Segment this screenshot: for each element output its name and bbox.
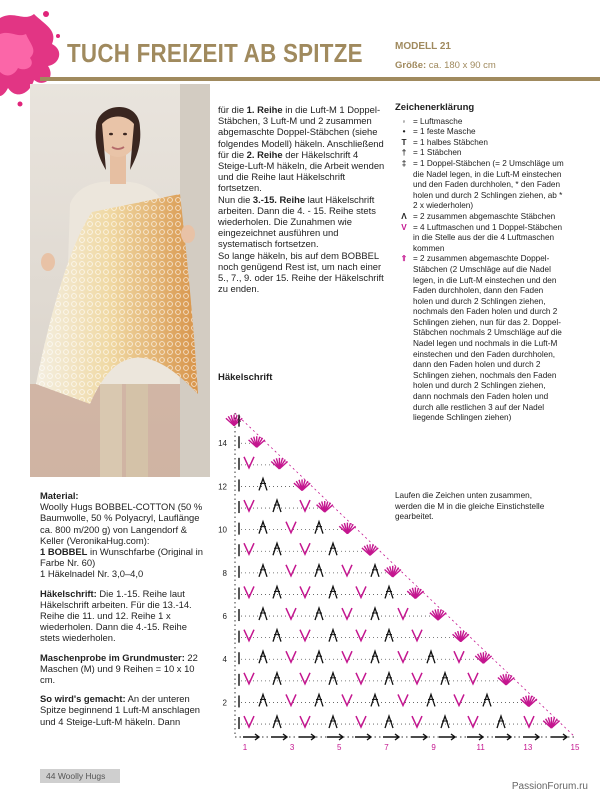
row-label: 10 <box>218 525 227 535</box>
heading: So wird's gemacht: <box>40 693 126 705</box>
dc-cluster-mark <box>315 522 323 534</box>
model-number: MODELL 21 <box>395 41 451 52</box>
stitch-label: 15 <box>570 743 580 752</box>
tr2tog-icon: ⇑ <box>400 254 408 264</box>
dc-cluster-mark <box>371 608 379 620</box>
v-stitch-mark <box>342 608 352 619</box>
v-stitch-mark <box>244 673 254 684</box>
v-stitch-mark <box>244 586 254 597</box>
row-direction-arrow <box>495 734 511 740</box>
dc-cluster-mark <box>273 586 281 598</box>
stitch-label: 3 <box>289 743 295 752</box>
v-stitch-mark <box>300 630 310 641</box>
dc2tog-icon: Λ <box>401 211 407 221</box>
dc-cluster-mark <box>483 694 491 706</box>
v-stitch-mark <box>244 457 254 468</box>
dc-cluster-mark <box>427 694 435 706</box>
v-stitch-mark <box>342 694 352 705</box>
double-crochet-icon: † <box>401 148 407 158</box>
row-direction-arrow <box>355 734 371 740</box>
text-run: in die Luft-M 1 Doppel-Stäbchen, 3 Luft-M und 2 zusammen abgemaschte Doppel-Stäbchen (siehe folgendes Modell) häkeln. Anschließend für die <box>218 104 384 160</box>
legend-item-text: = 1 feste Masche <box>413 127 476 137</box>
row-label: 14 <box>218 439 227 449</box>
legend-item <box>395 223 565 255</box>
dc-cluster-mark <box>371 694 379 706</box>
row-label: 4 <box>222 655 227 665</box>
stitch-label: 9 <box>431 743 436 752</box>
legend-item <box>395 159 565 212</box>
dc-cluster-mark <box>259 694 267 706</box>
stitch-label: 5 <box>337 743 342 752</box>
dc-cluster-mark <box>329 586 337 598</box>
dc-cluster-mark <box>385 673 393 685</box>
text-run: Nun die <box>218 193 253 205</box>
legend-item-text: = 4 Luftmaschen und 1 Doppel-Stäbchen in die Stelle aus der die 4 Luftmaschen kommen <box>413 222 563 253</box>
v-stitch-mark <box>454 694 464 705</box>
dc-cluster-mark <box>273 716 281 728</box>
legend-item-text: = 2 zusammen abgemaschte Doppel-Stäbchen (2 Umschläge auf die Nadel legen, in die Luft-M einstechen und den Faden durchholen, dann den Faden holen und durch 2 Schlingen ziehen, nochmals den Faden holen und durch 2 Schlingen ziehen, nun für das 2. Doppel-Stäbchen nochmals 2 Umschläge auf die Nadel legen und nochmals in die Luft-M einstechen und den Faden durchholen, dann den Faden holen und durch 2 Schlingen ziehen, nochmals den Faden holen und durch 2 Schlingen ziehen, dann nochmals den Faden holen und durch alle restlichen 3 auf der Nadel liegende Schlingen ziehen) <box>413 254 562 423</box>
treble-crochet-icon: ‡ <box>401 158 407 168</box>
v-stitch-mark <box>398 651 408 662</box>
chart-title: Häkelschrift <box>218 372 273 383</box>
text-run: für die <box>218 104 247 115</box>
v-stitch-mark <box>300 543 310 554</box>
dc-cluster-mark <box>315 694 323 706</box>
v-stitch-mark <box>300 586 310 597</box>
legend-item <box>395 148 565 159</box>
heading: Häkelschrift: <box>40 587 97 599</box>
v-stitch-mark <box>286 694 296 705</box>
intro-paragraph-1 <box>218 104 385 194</box>
v-stitch-mark <box>356 630 366 641</box>
howto-paragraph <box>40 693 206 727</box>
page-title: TUCH FREIZEIT AB SPITZE <box>67 38 363 68</box>
size-label: Größe: <box>395 60 427 71</box>
v-stitch-mark <box>398 608 408 619</box>
legend-item-text: = 1 Stäbchen <box>413 148 462 158</box>
text-run: An der unteren Spitze beginnend 1 Luft-M anschlagen und 4 Steige-Luft-M häkeln. Dann <box>40 693 201 727</box>
stitch-label: 11 <box>476 743 485 752</box>
text-run-bold: 3.-15. Reihe <box>252 193 306 205</box>
dc-cluster-mark <box>273 500 281 512</box>
dc-cluster-mark <box>315 608 323 620</box>
stitch-label: 7 <box>384 743 389 752</box>
row-direction-arrow <box>327 734 343 740</box>
v-stitch-mark <box>244 543 254 554</box>
legend-title: Zeichenerklärung <box>395 102 475 113</box>
v-stitch-mark <box>412 716 422 727</box>
text-run-bold: 2. Reihe <box>246 148 283 160</box>
dc-cluster-mark <box>315 565 323 577</box>
legend-item-text: = 1 halbes Stäbchen <box>413 137 488 147</box>
text-run-bold: 1. Reihe <box>246 104 283 115</box>
stitch-label: 13 <box>523 743 533 752</box>
v-stitch-mark <box>286 608 296 619</box>
stitch-label: 1 <box>242 743 248 752</box>
probe-paragraph <box>40 652 206 686</box>
row-direction-arrow <box>439 734 455 740</box>
text-run: Die 1.-15. Reihe laut Häkelschrift arbeiten. Für die 13.-14. Reihe die 11. und 12. Reihe 1 x wiederholen. Dann die 4.-15. Reihe stets wiederholen. <box>40 587 192 644</box>
row-direction-arrow <box>551 734 567 740</box>
intro-paragraph-3: So lange häkeln, bis auf dem BOBBEL noch genügend Rest ist, um nach einer 5., 7., 9. oder 15. Reihe der Häkelschrift zu enden. <box>218 249 384 295</box>
dc-cluster-mark <box>371 565 379 577</box>
schrift-paragraph <box>40 588 206 644</box>
material-yarn <box>40 546 206 568</box>
legend-note: Laufen die Zeichen unten zusammen, werden die M in die gleiche Einstichstelle gearbeitet. <box>395 491 545 522</box>
dc-cluster-mark <box>273 673 281 685</box>
dc-cluster-mark <box>259 478 267 490</box>
v-stitch-icon: V <box>401 222 407 232</box>
legend-item <box>395 212 565 223</box>
material-text: Woolly Hugs BOBBEL-COTTON (50 % Baumwolle, 50 % Polyacryl, Lauflänge ca. 800 m/200 g) von Langendorf & Keller (VeronikaHug.com): <box>40 501 203 546</box>
material-hook: 1 Häkelnadel Nr. 3,0–4,0 <box>40 568 144 580</box>
dc-cluster-mark <box>441 716 449 728</box>
v-stitch-mark <box>398 694 408 705</box>
heading: Material: <box>40 490 79 501</box>
v-stitch-mark <box>286 522 296 533</box>
dc-cluster-mark <box>329 630 337 642</box>
v-stitch-mark <box>468 716 478 727</box>
model-photo <box>30 84 210 477</box>
v-stitch-mark <box>286 565 296 576</box>
v-stitch-mark <box>286 651 296 662</box>
v-stitch-mark <box>244 500 254 511</box>
size-info <box>395 60 496 71</box>
v-stitch-mark <box>342 651 352 662</box>
legend <box>395 103 565 424</box>
v-stitch-mark <box>356 673 366 684</box>
legend-item-text: = Luftmasche <box>413 116 463 126</box>
row-label: 2 <box>222 698 227 708</box>
dc-cluster-mark <box>329 716 337 728</box>
dc-cluster-mark <box>329 673 337 685</box>
legend-item <box>395 127 565 138</box>
legend-item <box>395 138 565 149</box>
row-label: 6 <box>222 612 227 622</box>
crochet-chart <box>205 385 595 757</box>
text-run-bold: 1 BOBBEL <box>40 546 88 558</box>
chain-stitch-icon: ◦ <box>402 116 406 126</box>
row-direction-arrow <box>243 734 259 740</box>
dc-cluster-mark <box>385 630 393 642</box>
text-run: der Häkelschrift 4 Steige-Luft-M häkeln, die Arbeit wenden und die Reihe laut Häkelschrift fortsetzen. <box>218 148 385 194</box>
row-label: 12 <box>218 482 227 492</box>
v-stitch-mark <box>356 586 366 597</box>
dc-cluster-mark <box>259 608 267 620</box>
v-stitch-mark <box>468 673 478 684</box>
v-stitch-mark <box>342 565 352 576</box>
watermark: PassionForum.ru <box>511 781 588 792</box>
intro-paragraph-2 <box>218 194 385 250</box>
text-run: laut Häkelschrift arbeiten. Dann die 4. - 15. Reihe stets wiederholen. Die Zunahmen wie eingezeichnet ausführen und systematisch fortsetzen. <box>218 193 376 250</box>
dc-cluster-mark <box>497 716 505 728</box>
dc-cluster-mark <box>329 543 337 555</box>
row-direction-arrow <box>467 734 483 740</box>
row-direction-arrow <box>299 734 315 740</box>
material-section <box>40 490 206 727</box>
v-stitch-mark <box>412 673 422 684</box>
legend-item <box>395 117 565 128</box>
dc-cluster-mark <box>441 673 449 685</box>
v-stitch-mark <box>412 630 422 641</box>
dc-cluster-mark <box>315 651 323 663</box>
row-direction-arrow <box>411 734 427 740</box>
legend-item-text: = 2 zusammen abgemaschte Stäbchen <box>413 211 556 221</box>
intro-text <box>218 104 385 294</box>
page-footer: 44 Woolly Hugs <box>46 771 106 781</box>
v-stitch-mark <box>300 673 310 684</box>
text-run: in Wunschfarbe (Original in Farbe Nr. 60) <box>40 546 203 569</box>
chart-hypotenuse <box>235 413 575 737</box>
dc-cluster-mark <box>273 630 281 642</box>
dc-cluster-mark <box>259 651 267 663</box>
v-stitch-mark <box>244 630 254 641</box>
v-stitch-mark <box>454 651 464 662</box>
row-direction-arrow <box>271 734 287 740</box>
row-direction-arrow <box>383 734 399 740</box>
single-crochet-icon: • <box>402 127 406 137</box>
header-rule <box>40 77 600 81</box>
material-heading <box>40 490 206 501</box>
v-stitch-mark <box>524 716 534 727</box>
half-double-crochet-icon: T <box>401 137 407 147</box>
text-run: 22 Maschen (M) und 9 Reihen = 10 x 10 cm. <box>40 651 198 686</box>
dc-cluster-mark <box>259 522 267 534</box>
dc-cluster-mark <box>385 716 393 728</box>
dc-cluster-mark <box>385 586 393 598</box>
heading: Maschenprobe im Grundmuster: <box>40 651 185 663</box>
row-direction-arrow <box>523 734 539 740</box>
v-stitch-mark <box>244 716 254 727</box>
v-stitch-mark <box>356 716 366 727</box>
legend-item-text: = 1 Doppel-Stäbchen (= 2 Umschläge um die Nadel legen, in die Luft-M einstechen und den Faden durchholen, * den Faden holen und durch 2 Schlingen ziehen, ab * 2 x wiederholen) <box>413 158 564 211</box>
dc-cluster-mark <box>259 565 267 577</box>
v-stitch-mark <box>300 716 310 727</box>
dc-cluster-mark <box>273 543 281 555</box>
dc-cluster-mark <box>371 651 379 663</box>
v-stitch-mark <box>300 500 310 511</box>
row-label: 8 <box>222 568 227 578</box>
size-value: ca. 180 x 90 cm <box>426 60 496 71</box>
dc-cluster-mark <box>427 651 435 663</box>
